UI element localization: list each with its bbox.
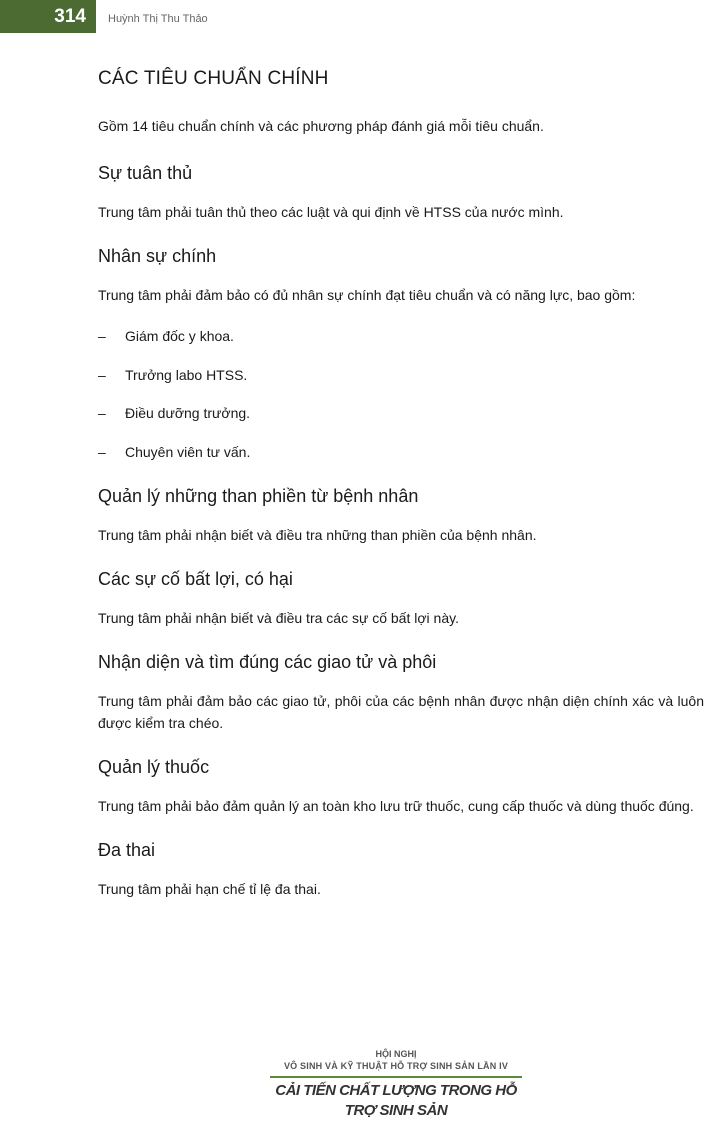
intro-paragraph: Gồm 14 tiêu chuẩn chính và các phương pháp đánh giá mỗi tiêu chuẩn. [98,118,544,134]
list-item: – Trưởng labo HTSS. [98,364,704,386]
footer-line-1: HỘI NGHỊ [375,1049,417,1059]
section-heading: Đa thai [98,839,156,860]
section-body: Trung tâm phải đảm bảo có đủ nhân sự chính đạt tiêu chuẩn và có năng lực, bao gồm: [98,287,636,303]
personnel-list [98,325,704,463]
section-body: Trung tâm phải hạn chế tỉ lệ đa thai. [98,880,321,897]
list-item: – Điều dưỡng trưởng. [98,402,704,424]
section-adverse-events [98,569,704,629]
section-body: Trung tâm phải nhận biết và điều tra những than phiền của bệnh nhân. [98,526,537,543]
conference-footer [270,1048,522,1121]
dash-bullet: – [98,366,106,383]
section-compliance [98,163,704,223]
footer-line-2: VÔ SINH VÀ KỸ THUẬT HỖ TRỢ SINH SẢN LẦN IV [283,1061,509,1071]
footer-divider [270,1076,522,1078]
section-heading: Nhân sự chính [98,246,217,266]
list-item: – Chuyên viên tư vấn. [98,441,704,463]
section-body: Trung tâm phải bảo đảm quản lý an toàn kho lưu trữ thuốc, cung cấp thuốc và dùng thuốc đúng. [98,797,694,814]
page-content [98,68,704,923]
dash-bullet: – [98,405,106,421]
section-body: Trung tâm phải tuân thủ theo các luật và qui định về HTSS của nước mình. [98,204,564,220]
footer-line-3: CẢI TIẾN CHẤT LƯỢNG TRONG HỖ TRỢ SINH SẢN [275,1082,517,1119]
section-heading: Các sự cố bất lợi, có hại [98,568,293,589]
main-title: CÁC TIÊU CHUẨN CHÍNH [98,68,329,89]
dash-bullet: – [98,328,106,344]
section-heading: Quản lý những than phiền từ bệnh nhân [98,485,419,506]
section-body: Trung tâm phải đảm bảo các giao tử, phôi của các bệnh nhân được nhận diện chính xác và luôn được kiểm tra chéo. [98,692,704,731]
page-header [0,0,722,33]
section-identification [98,652,704,734]
section-heading: Sự tuân thủ [98,163,193,183]
page-number: 314 [0,0,96,33]
section-body: Trung tâm phải nhận biết và điều tra các sự cố bất lợi này. [98,609,459,626]
section-key-personnel [98,246,704,463]
section-heading: Nhận diện và tìm đúng các giao tử và phôi [98,651,437,672]
running-head-author: Huỳnh Thị Thu Thảo [108,13,208,25]
section-heading: Quản lý thuốc [98,756,210,777]
section-complaints [98,486,704,546]
list-item: – Giám đốc y khoa. [98,325,704,347]
section-medication [98,757,704,817]
section-multiple-pregnancy [98,840,704,900]
dash-bullet: – [98,443,106,460]
